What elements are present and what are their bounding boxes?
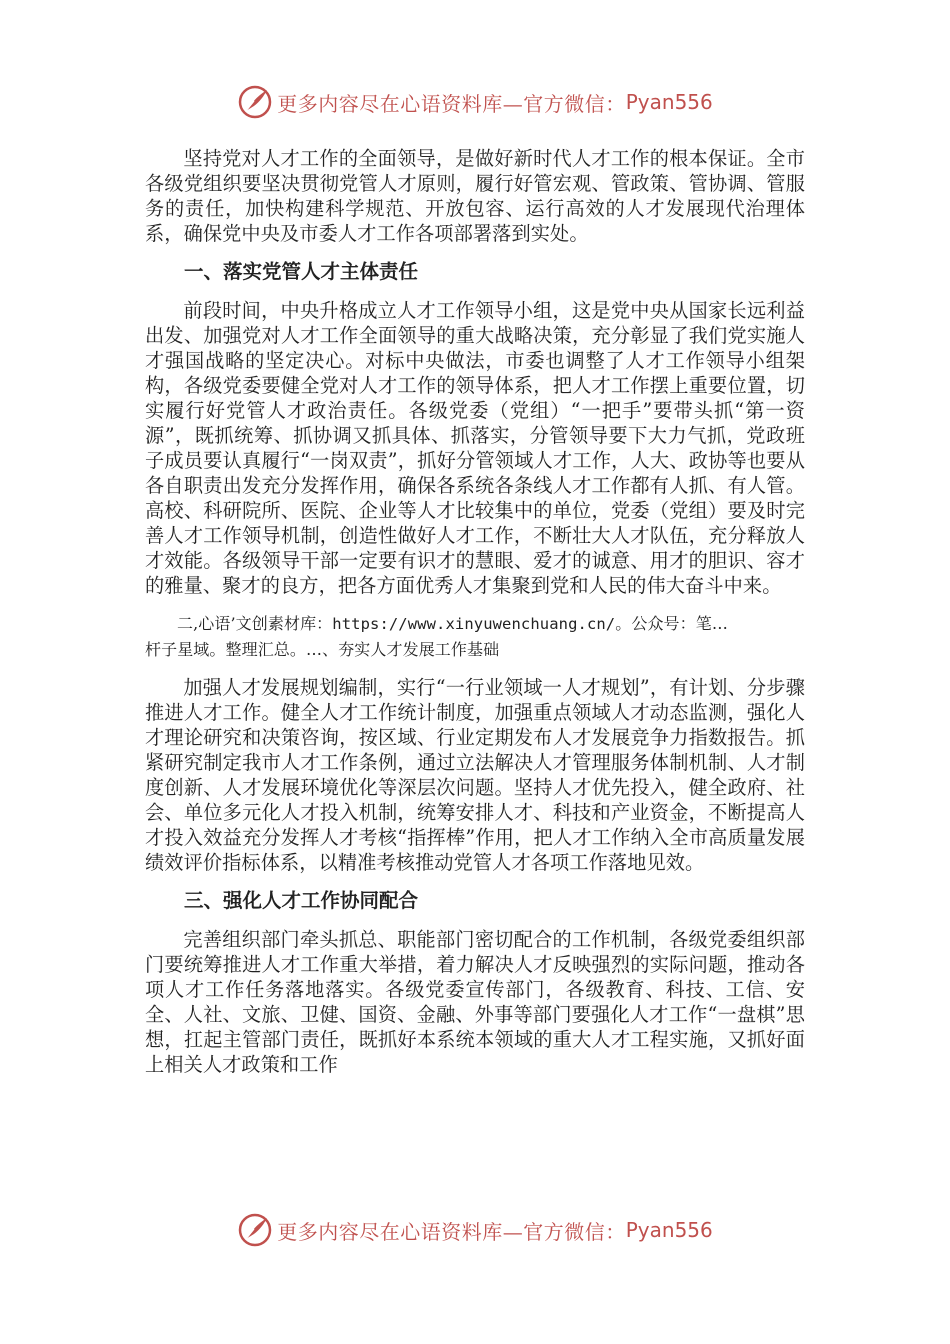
section-1-paragraph: 前段时间，中央升格成立人才工作领导小组，这是党中央从国家长远利益出发、加强党对人才工作全面领导的重大战略决策，充分彰显了我们党实施人才强国战略的坚定决心。对标中央做法，市委也调整了人才工作领导小组架构，各级党委要健全党对人才工作的领导体系，把人才工作摆上重要位置，切实履行好党管人才政治责任。各级党委（党组）“一把手”要带头抓“第一资源”，既抓统筹、抓协调又抓具体、抓落实，分管领导要下大力气抓，党政班子成员要认真履行“一岗双责”，抓好分管领域人才工作，人大、政协等也要从各自职责出发充分发挥作用，确保各系统各条线人才工作都有人抓、有人管。高校、科研院所、医院、企业等人才比较集中的单位，党委（党组）要及时完善人才工作领导机制，创造性做好人才工作，不断壮大人才队伍，充分释放人才效能。各级领导干部一定要有识才的慧眼、爱才的诚意、用才的胆识、容才的雅量、聚才的良方，把各方面优秀人才集聚到党和人民的伟大奋斗中来。	[145, 299, 805, 597]
banner-wechat-id: Pyan556	[625, 90, 713, 114]
source-url: https://www.xinyuwenchuang.cn/	[332, 615, 616, 633]
banner-wechat-id: Pyan556	[625, 1218, 713, 1242]
document-body	[145, 146, 805, 1090]
quill-pen-circle-icon	[237, 1212, 273, 1248]
quill-pen-circle-icon	[237, 84, 273, 120]
section-2-heading-line-1	[145, 611, 805, 637]
section-3-paragraph: 完善组织部门牵头抓总、职能部门密切配合的工作机制，各级党委组织部门要统筹推进人才工作重大举措，着力解决人才反映强烈的实际问题，推动各项人才工作任务落地落实。各级党委宣传部门，各级教育、科技、工信、安全、人社、文旅、卫健、国资、金融、外事等部门要强化人才工作“一盘棋”思想，扛起主管部门责任，既抓好本系统本领域的重大人才工程实施，又抓好面上相关人才政策和工作	[145, 928, 805, 1076]
header-banner	[0, 82, 950, 122]
section-2-suffix: 。公众号：笔…	[615, 614, 728, 633]
footer-banner	[0, 1210, 950, 1250]
banner-text: 更多内容尽在心语资料库—官方微信：	[277, 91, 626, 116]
section-2-heading-line-2: 杆子星域。整理汇总。…、夯实人才发展工作基础	[145, 640, 500, 659]
section-1-heading: 一、落实党管人才主体责任	[184, 260, 419, 283]
section-3-heading: 三、强化人才工作协同配合	[184, 889, 419, 912]
section-2-paragraph: 加强人才发展规划编制，实行“一行业领域一人才规划”，有计划、分步骤推进人才工作。健全人才工作统计制度，加强重点领域人才动态监测，强化人才理论研究和决策咨询，按区域、行业定期发布人才发展竞争力指数报告。抓紧研究制定我市人才工作条例，通过立法解决人才管理服务体制机制、人才制度创新、人才发展环境优化等深层次问题。坚持人才优先投入，健全政府、社会、单位多元化人才投入机制，统筹安排人才、科技和产业资金，不断提高人才投入效益充分发挥人才考核“指挥棒”作用，把人才工作纳入全市高质量发展绩效评价指标体系，以精准考核推动党管人才各项工作落地见效。	[145, 676, 805, 874]
section-2-prefix: 二,心语’文创素材库：	[177, 614, 333, 633]
intro-paragraph: 坚持党对人才工作的全面领导，是做好新时代人才工作的根本保证。全市各级党组织要坚决贯彻党管人才原则，履行好管宏观、管政策、管协调、管服务的责任，加快构建科学规范、开放包容、运行高效的人才发展现代治理体系，确保党中央及市委人才工作各项部署落到实处。	[145, 147, 805, 245]
banner-text: 更多内容尽在心语资料库—官方微信：	[277, 1219, 626, 1244]
